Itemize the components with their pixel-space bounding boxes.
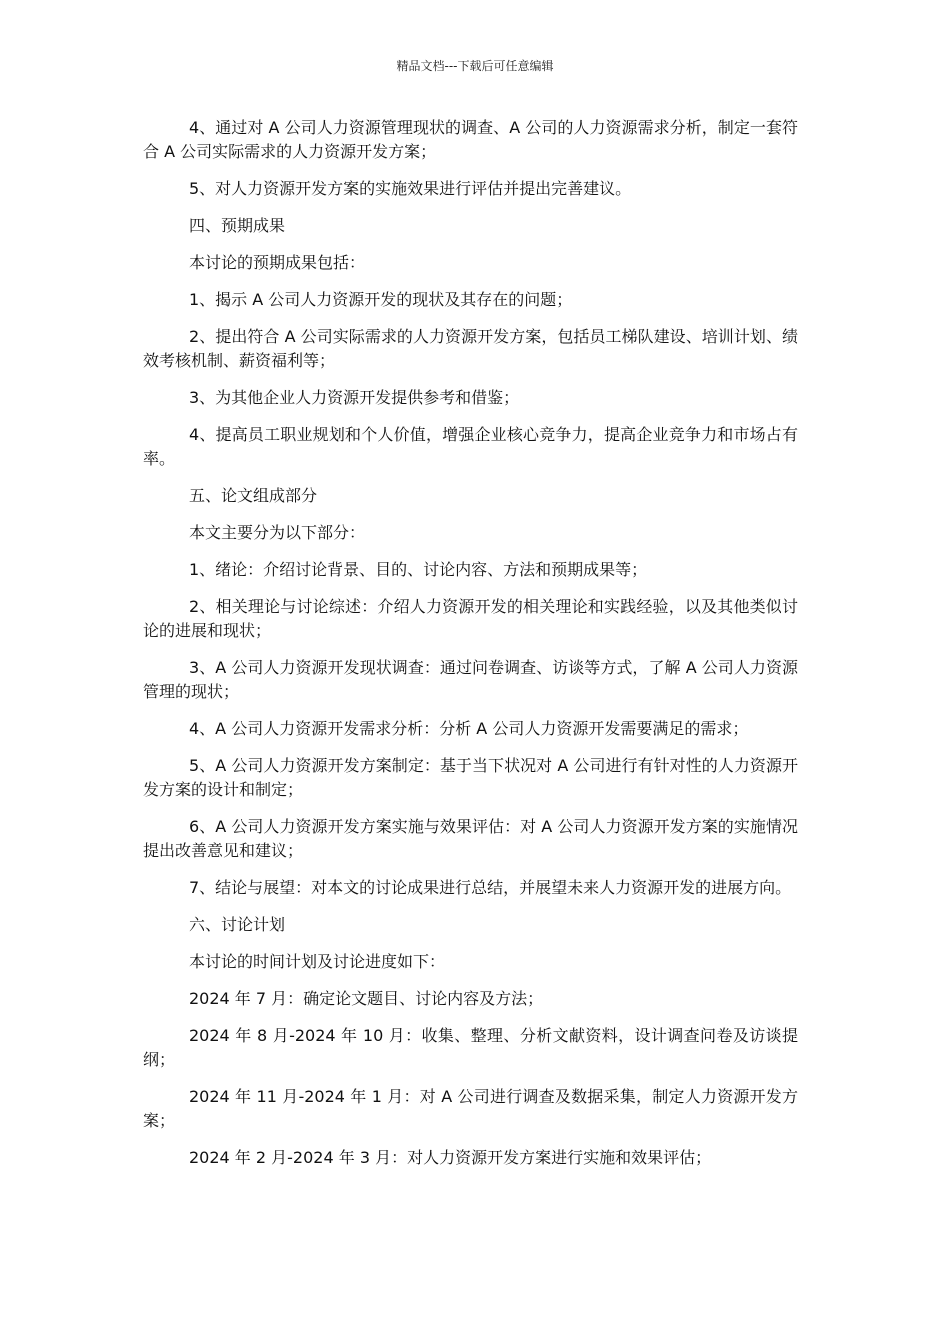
paragraph-structure-intro: 本文主要分为以下部分： — [189, 523, 366, 542]
paragraph-plan-intro: 本讨论的时间计划及讨论进度如下： — [189, 952, 446, 971]
section-heading-research-plan: 六、讨论计划 — [189, 915, 286, 934]
paragraph-results-intro: 本讨论的预期成果包括： — [189, 253, 366, 272]
paragraph-structure-7: 7、结论与展望：对本文的讨论成果进行总结，并展望未来人力资源开发的进展方向。 — [189, 878, 792, 897]
paragraph-goal-5: 5、对人力资源开发方案的实施效果进行评估并提出完善建议。 — [189, 179, 632, 198]
paragraph-structure-5: 5、A 公司人力资源开发方案制定：基于当下状况对 A 公司进行有针对性的人力资源开发方案的设计和制定； — [143, 756, 798, 799]
paragraph-result-1: 1、揭示 A 公司人力资源开发的现状及其存在的问题； — [189, 290, 573, 309]
paragraph-structure-1: 1、绪论：介绍讨论背景、目的、讨论内容、方法和预期成果等； — [189, 560, 648, 579]
paragraph-result-2: 2、提出符合 A 公司实际需求的人力资源开发方案，包括员工梯队建设、培训计划、绩效考核机制、薪资福利等； — [143, 327, 798, 370]
document-body — [143, 116, 798, 1183]
paragraph-structure-4: 4、A 公司人力资源开发需求分析：分析 A 公司人力资源开发需要满足的需求； — [189, 719, 749, 738]
page-header: 精品文档---下载后可任意编辑 — [396, 59, 554, 73]
paragraph-result-4: 4、提高员工职业规划和个人价值，增强企业核心竞争力，提高企业竞争力和市场占有率。 — [143, 425, 798, 468]
section-heading-expected-results: 四、预期成果 — [189, 216, 286, 235]
paragraph-plan-1: 2024 年 7 月：确定论文题目、讨论内容及方法； — [189, 989, 544, 1008]
section-heading-thesis-structure: 五、论文组成部分 — [189, 486, 318, 505]
paragraph-plan-4: 2024 年 2 月-2024 年 3 月：对人力资源开发方案进行实施和效果评估； — [189, 1148, 712, 1167]
paragraph-goal-4: 4、通过对 A 公司人力资源管理现状的调查、A 公司的人力资源需求分析，制定一套符合 A 公司实际需求的人力资源开发方案； — [143, 118, 798, 161]
paragraph-structure-6: 6、A 公司人力资源开发方案实施与效果评估：对 A 公司人力资源开发方案的实施情况提出改善意见和建议； — [143, 817, 798, 860]
paragraph-structure-3: 3、A 公司人力资源开发现状调查：通过问卷调查、访谈等方式，了解 A 公司人力资源管理的现状； — [143, 658, 798, 701]
paragraph-result-3: 3、为其他企业人力资源开发提供参考和借鉴； — [189, 388, 520, 407]
paragraph-plan-2: 2024 年 8 月-2024 年 10 月：收集、整理、分析文献资料，设计调查问卷及访谈提纲； — [143, 1026, 798, 1069]
paragraph-plan-3: 2024 年 11 月-2024 年 1 月：对 A 公司进行调查及数据采集，制定人力资源开发方案； — [143, 1087, 798, 1130]
paragraph-structure-2: 2、相关理论与讨论综述：介绍人力资源开发的相关理论和实践经验，以及其他类似讨论的进展和现状； — [143, 597, 798, 640]
